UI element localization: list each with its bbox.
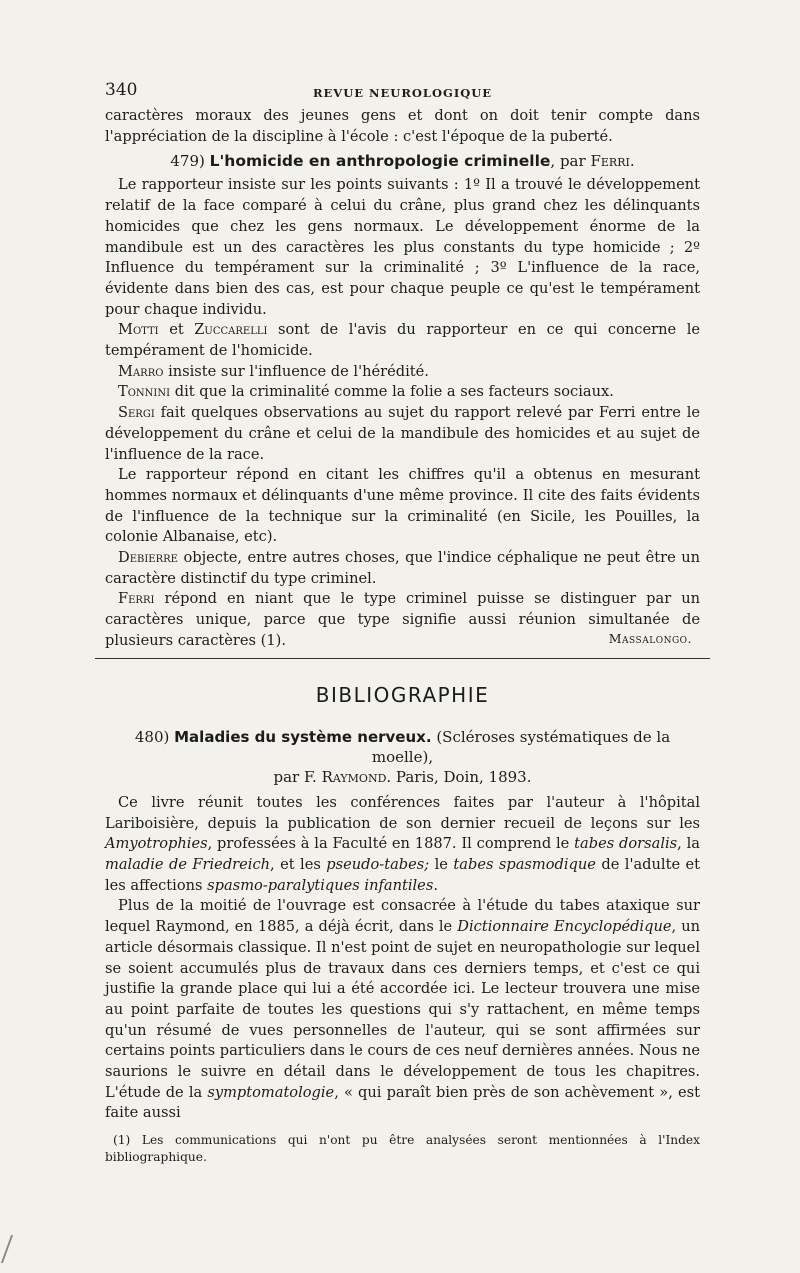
book-title: Maladies du système nerveux. xyxy=(174,727,432,746)
continued-paragraph: caractères moraux des jeunes gens et dont on doit tenir compte dans l'appréciation de la discipline à l'école : c'est l'époque de la puberté. xyxy=(105,107,700,145)
article-479-title: 479) L'homicide en anthropologie criminelle, par Ferri. xyxy=(170,152,635,171)
page xyxy=(105,80,700,1166)
page-corner-mark xyxy=(1,1235,27,1263)
article-title: L'homicide en anthropologie criminelle xyxy=(209,152,551,171)
bibliography-heading: BIBLIOGRAPHIE xyxy=(315,682,490,707)
book-reference: 480) Maladies du système nerveux. (Scléroses systématiques de la moelle), par F. Raymond. Paris, Doin, 1893. xyxy=(134,727,671,786)
article-author: Ferri xyxy=(590,152,630,171)
review-paragraph: Ce livre réunit toutes les conférences faites par l'auteur à l'hôpital Lariboisière, depuis la publication de son dernier recueil de leçons sur les Amyotrophies, professées à la Faculté en 1887. Il comprend le tabes dorsalis, la maladie de Friedreich, et les pseudo-tabes; le tabes spasmodique de l'adulte et les affections spasmo-paralytiques infantiles. xyxy=(105,793,701,894)
running-title: REVUE NEUROLOGIQUE xyxy=(312,86,493,100)
footnote-text: Les communications qui n'ont pu être analysées seront mentionnées à l'Index bibliographique. xyxy=(105,1133,700,1165)
article-paragraph: Le rapporteur répond en citant les chiffres qu'il a obtenus en mesurant hommes normaux et délinquants d'une même province. Il cite des faits évidents de l'influence de la technique sur la criminalité (en Sicile, les Pouilles, la colonie Albanaise, etc). xyxy=(105,466,700,546)
page-header xyxy=(105,80,700,106)
article-paragraph: Tonnini dit que la criminalité comme la folie a ses facteurs sociaux. xyxy=(118,383,614,401)
footnote-mark: (1) xyxy=(113,1133,131,1148)
article-signature: Massalongo. xyxy=(608,630,692,646)
article-paragraph: Motti et Zuccarelli sont de l'avis du rapporteur en ce qui concerne le tempérament de l'homicide. xyxy=(105,321,700,360)
page-number: 340 xyxy=(105,80,138,100)
article-paragraph: Le rapporteur insiste sur les points suivants : 1º Il a trouvé le développement relatif de la face comparé à celui du crâne, plus grand chez les délinquants homicides que chez les gens normaux. Le développement énorme de la mandibule est un des caractères les plus constants du type homicide ; 2º Influence du tempérament sur la criminalité ; 3º L'influence de la race, évidente dans bien des cas, est pour chaque peuple ce qu'est le tempérament pour chaque individu. xyxy=(105,176,700,318)
review-paragraph: Plus de la moitié de l'ouvrage est consacrée à l'étude du tabes ataxique sur lequel Raymond, en 1885, a déjà écrit, dans le Dictionnaire Encyclopédique, un article désormais classique. Il n'est point de sujet en neuropathologie sur lequel se soient accumulés plus de travaux dans ces derniers temps, et c'est ce qui justifie la grande place qui lui a été accordée ici. Le lecteur trouvera une mise au point parfaite de toutes les questions qui s'y rattachent, en même temps qu'un résumé de vues personnelles de l'auteur, qui se sont affirmées sur certains points particuliers dans le cours de ces neuf dernières années. Nous ne saurions le suivre en détail dans le développement de tous les chapitres. L'étude de la symptomatologie, « qui paraît bien près de son achèvement », est faite aussi xyxy=(105,897,701,1122)
footnote xyxy=(105,1132,700,1166)
book-author: Raymond xyxy=(321,767,387,786)
article-paragraph: Sergi fait quelques observations au sujet du rapport relevé par Ferri entre le développement du crâne et celui de la mandibule des homicides et au sujet de l'influence de la race. xyxy=(105,404,701,463)
section-divider xyxy=(95,658,710,659)
article-paragraph: Ferri répond en niant que le type criminel puisse se distinguer par un caractères unique, parce que type signifie aussi réunion simultanée de plusieurs caractères (1). xyxy=(105,590,701,649)
article-number: 479) xyxy=(170,152,205,171)
article-paragraph: Marro insiste sur l'influence de l'hérédité. xyxy=(118,362,429,380)
article-paragraph: Debierre objecte, entre autres choses, que l'indice céphalique ne peut être un caractère distinctif du type criminel. xyxy=(105,549,700,587)
